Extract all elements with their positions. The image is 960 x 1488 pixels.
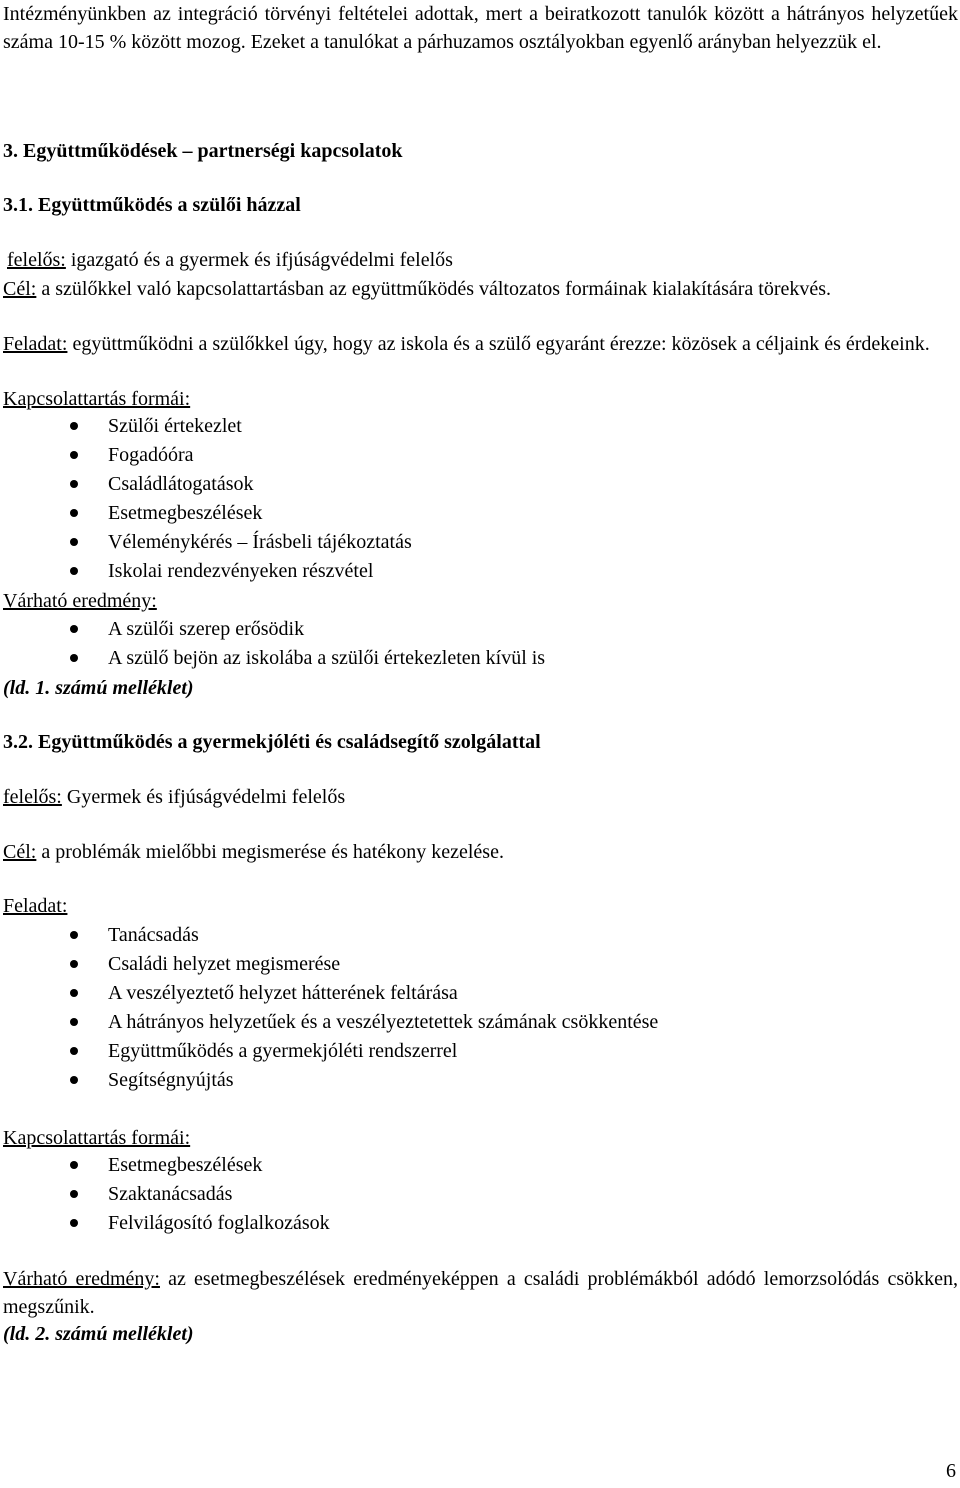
s31-felelos-text: igazgató és a gyermek és ifjúságvédelmi felelős	[65, 249, 453, 271]
list-item: Esetmegbeszélések	[0, 499, 412, 528]
list-item: Felvilágosító foglalkozások	[0, 1209, 330, 1238]
s31-cel-text: a szülőkkel való kapcsolattartásban az együttműködés változatos formáinak kialakítására törekvés.	[36, 278, 832, 300]
bullet-icon	[70, 625, 78, 633]
s32-felelos-label: felelős:	[3, 786, 62, 808]
list-item: Családlátogatások	[0, 470, 412, 499]
bullet-icon	[70, 480, 78, 488]
s31-varhato-list	[0, 615, 545, 673]
bullet-icon	[70, 1047, 78, 1055]
list-item: A hátrányos helyzetűek és a veszélyeztetettek számának csökkentése	[0, 1008, 658, 1037]
s32-kapcs-label: Kapcsolattartás formái:	[3, 1127, 191, 1149]
bullet-icon	[70, 989, 78, 997]
s32-cel-text: a problémák mielőbbi megismerése és hatékony kezelése.	[36, 841, 504, 863]
s32-varhato-text: az esetmegbeszélések eredményeképpen a családi problémákból adódó lemorzsolódás csökken, megszűnik.	[3, 1268, 958, 1318]
list-item: A szülő bejön az iskolába a szülői értekezleten kívül is	[0, 644, 545, 673]
list-item: Véleménykérés – Írásbeli tájékoztatás	[0, 528, 412, 557]
s31-kapcs-label: Kapcsolattartás formái:	[3, 388, 191, 410]
bullet-icon	[70, 1018, 78, 1026]
s32-melleklet: (ld. 2. számú melléklet)	[3, 1323, 194, 1345]
list-item: Esetmegbeszélések	[0, 1151, 330, 1180]
bullet-icon	[70, 654, 78, 662]
bullet-icon	[70, 1190, 78, 1198]
list-item: Tanácsadás	[0, 921, 658, 950]
list-item: A szülői szerep erősödik	[0, 615, 545, 644]
s32-varhato	[3, 1265, 958, 1321]
section-3-2-heading: 3.2. Együttműködés a gyermekjóléti és családsegítő szolgálattal	[3, 731, 541, 753]
bullet-icon	[70, 451, 78, 459]
s32-felelos-text: Gyermek és ifjúságvédelmi felelős	[61, 786, 346, 808]
s31-varhato-label: Várható eredmény:	[3, 590, 157, 612]
list-item: Családi helyzet megismerése	[0, 950, 658, 979]
intro-paragraph: Intézményünkben az integráció törvényi feltételei adottak, mert a beiratkozott tanulók között a hátrányos helyzetűek száma 10-15 % között mozog. Ezeket a tanulókat a párhuzamos osztályokban egyenlő arányban helyezzük el.	[3, 3, 958, 53]
s31-varhato-label-line	[3, 587, 157, 615]
s31-feladat	[3, 330, 958, 358]
s32-feladat-label-line	[3, 892, 67, 920]
list-item: Fogadóóra	[0, 441, 412, 470]
s32-varhato-label: Várható eredmény:	[3, 1268, 160, 1290]
list-item: Iskolai rendezvényeken részvétel	[0, 557, 412, 586]
bullet-icon	[70, 567, 78, 575]
bullet-icon	[70, 538, 78, 546]
s31-feladat-label: Feladat:	[3, 333, 68, 355]
s31-kapcs-list	[0, 412, 412, 586]
s31-cel-label: Cél:	[3, 278, 37, 300]
s31-kapcs-label-line	[3, 385, 190, 413]
s31-melleklet: (ld. 1. számú melléklet)	[3, 677, 194, 699]
bullet-icon	[70, 422, 78, 430]
s32-cel	[3, 838, 504, 866]
bullet-icon	[70, 1076, 78, 1084]
bullet-icon	[70, 1219, 78, 1227]
bullet-icon	[70, 960, 78, 968]
section-3-heading: 3. Együttműködések – partnerségi kapcsolatok	[3, 140, 403, 162]
s31-felelos	[7, 246, 453, 274]
list-item: Együttműködés a gyermekjóléti rendszerrel	[0, 1037, 658, 1066]
list-item: A veszélyeztető helyzet hátterének feltárása	[0, 979, 658, 1008]
bullet-icon	[70, 509, 78, 517]
bullet-icon	[70, 931, 78, 939]
s32-kapcs-list	[0, 1151, 330, 1238]
list-item: Szülői értekezlet	[0, 412, 412, 441]
bullet-icon	[70, 1161, 78, 1169]
s32-kapcs-label-line	[3, 1124, 190, 1152]
s32-feladat-label: Feladat:	[3, 895, 68, 917]
s32-cel-label: Cél:	[3, 841, 37, 863]
s31-cel	[3, 275, 958, 303]
section-3-1-heading: 3.1. Együttműködés a szülői házzal	[3, 194, 301, 216]
s31-feladat-text: együttműködni a szülőkkel úgy, hogy az iskola és a szülő egyaránt érezze: közösek a céljaink és érdekeink.	[67, 333, 930, 355]
s32-feladat-list	[0, 921, 658, 1095]
s31-felelos-label: felelős:	[7, 249, 66, 271]
list-item: Szaktanácsadás	[0, 1180, 330, 1209]
list-item: Segítségnyújtás	[0, 1066, 658, 1095]
s32-felelos	[3, 783, 345, 811]
page-number: 6	[946, 1460, 956, 1482]
